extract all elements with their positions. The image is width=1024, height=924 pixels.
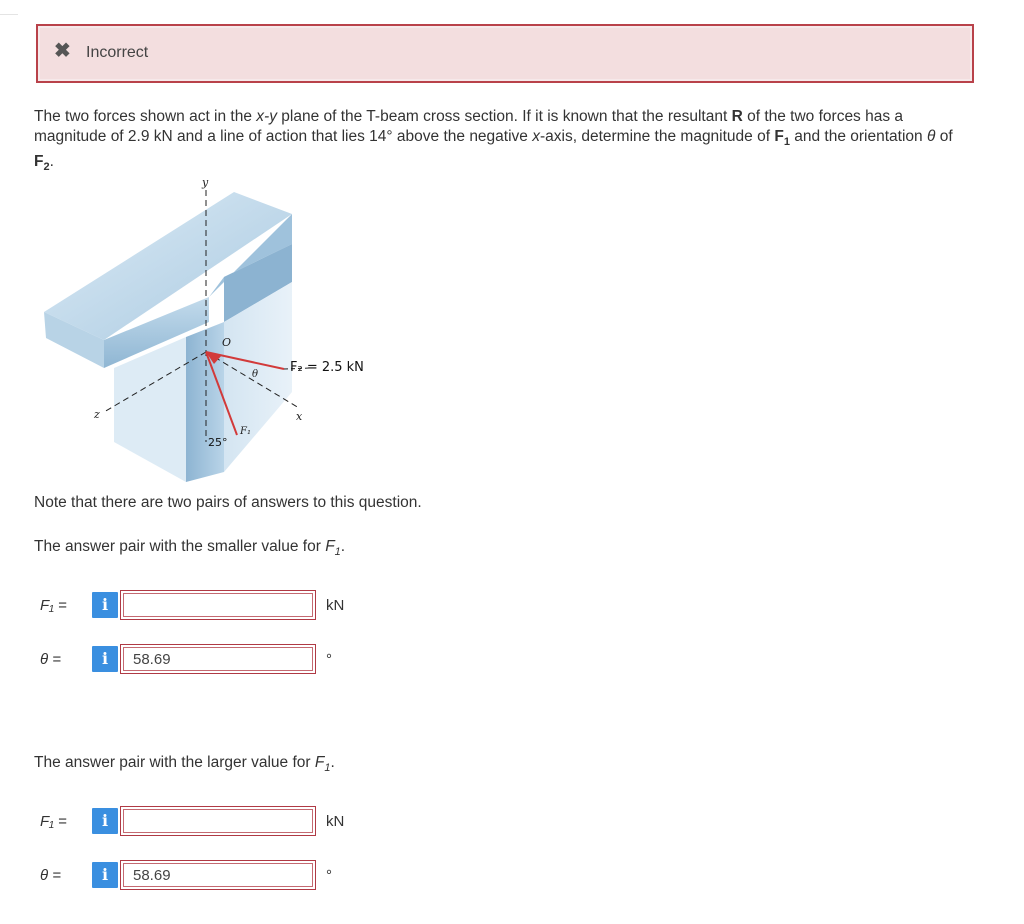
question-part: . [49, 153, 54, 171]
unit-label: kN [326, 597, 345, 614]
part1-f1-input[interactable] [120, 590, 316, 620]
x-axis-label: x [296, 410, 303, 423]
unit-label: ° [326, 651, 332, 668]
f2-label: F₂ = 2.5 kN [290, 360, 364, 375]
question-var-theta: θ [926, 128, 936, 145]
heading-var: $F_1$ [325, 538, 341, 559]
unit-label: kN [326, 813, 345, 830]
tbeam-figure [34, 172, 390, 488]
top-divider [0, 0, 990, 15]
theta-label: θ = [40, 867, 62, 884]
f1-label: F₁ = [40, 597, 67, 614]
question-part: of the two forces has a magnitude of 2.9 kN and a line of action that lies 14° above the negative [34, 108, 904, 145]
question-part: The two forces shown act in the [34, 108, 257, 125]
incorrect-alert [36, 24, 974, 83]
question-var-xy: x-y [256, 108, 277, 125]
x-icon: ✖ [54, 40, 71, 62]
heading-period: . [330, 754, 335, 771]
z-axis-label: z [94, 408, 100, 421]
question-var-r: R [731, 108, 743, 125]
question-part: -axis, determine the magnitude of [539, 128, 775, 145]
f1-label: F₁ = [40, 813, 67, 830]
part2-heading [34, 754, 335, 774]
question-var-f2: $F_2$ [34, 153, 50, 174]
part1-heading [34, 538, 345, 558]
heading-period: . [340, 538, 346, 555]
part2-theta-input[interactable] [120, 860, 316, 890]
info-icon[interactable]: i [92, 646, 118, 672]
heading-text: The answer pair with the smaller value for [34, 538, 326, 555]
question-part: plane of the T-beam cross section. If it is known that the resultant [276, 108, 732, 125]
question-var-f1: $F_1$ [774, 128, 790, 149]
heading-var: $F_1$ [314, 754, 331, 775]
question-part: and the orientation [789, 128, 927, 145]
question-var-x: x [532, 128, 540, 145]
f1-label: F₁ [240, 426, 251, 437]
unit-label: ° [326, 867, 332, 884]
info-icon[interactable]: i [92, 808, 118, 834]
web-front [186, 322, 224, 482]
y-axis-label: y [202, 176, 209, 189]
question-text [34, 107, 974, 177]
info-icon[interactable]: i [92, 862, 118, 888]
angle-label: 25° [208, 436, 228, 449]
theta-label: θ [252, 369, 259, 380]
info-icon[interactable]: i [92, 592, 118, 618]
alert-status: Incorrect [86, 44, 149, 61]
tbeam-diagram [34, 172, 390, 488]
question-part: of [935, 128, 953, 145]
origin-label: O [222, 336, 232, 349]
note-text: Note that there are two pairs of answers to this question. [34, 494, 422, 511]
heading-text: The answer pair with the larger value for [34, 754, 315, 771]
part1-theta-input[interactable] [120, 644, 316, 674]
theta-label: θ = [40, 651, 62, 668]
part2-f1-input[interactable] [120, 806, 316, 836]
